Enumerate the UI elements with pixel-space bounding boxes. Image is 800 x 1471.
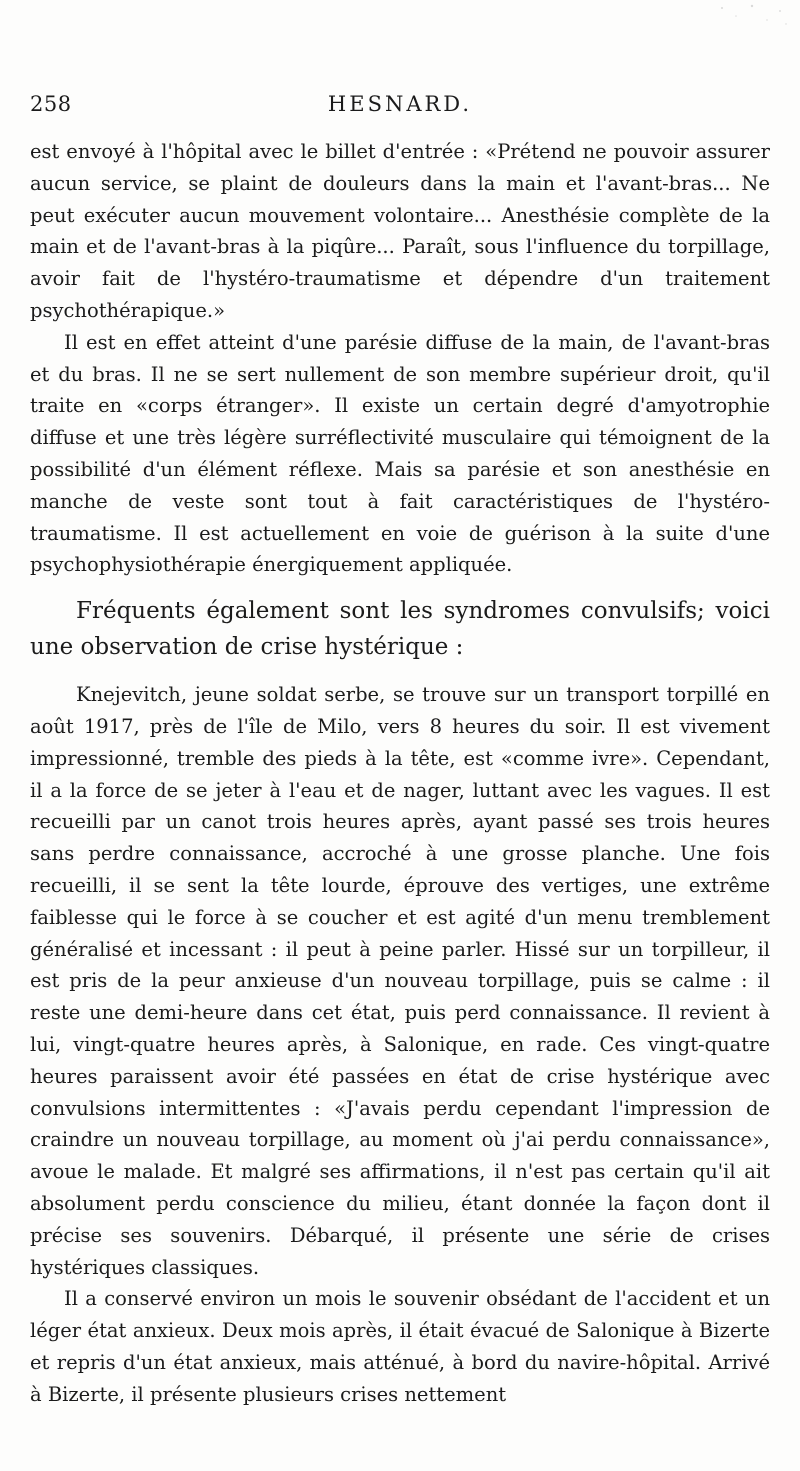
paragraph-continued: est envoyé à l'hôpital avec le billet d'entrée : «Prétend ne pouvoir assurer aucun service, se plaint de douleurs dans la main et l'avant-bras... Ne peut exécuter aucun mouvement volontaire... Anesthésie complète de la main et de l'avant-bras à la piqûre... Paraît, sous l'influence du torpillage, avoir fait de l'hystéro-traumatisme et dépendre d'un traitement psychothérapique.» bbox=[30, 140, 770, 322]
page-number: 258 bbox=[30, 92, 72, 116]
page-header bbox=[30, 92, 770, 122]
paragraph: Il est en effet atteint d'une parésie diffuse de la main, de l'avant-bras et du bras. Il ne se sert nullement de son membre supérieur droit, qu'il traite en «corps étranger». Il existe un certain degré d'amyotrophie diffuse et une très légère surréflectivité musculaire qui témoignent de la possibilité d'un élément réflexe. Mais sa parésie et son anesthésie en manche de veste sont tout à fait caractéristiques de l'hystéro-traumatisme. Il est actuellement en voie de guérison à la suite d'une psychophysiothérapie énergiquement appliquée. bbox=[30, 330, 770, 577]
section-intro-paragraph: Fréquents également sont les syndromes convulsifs; voici une observation de crise hystérique : bbox=[30, 598, 770, 661]
page-speckles bbox=[712, 2, 792, 30]
body-text bbox=[30, 136, 770, 1410]
observation-paragraph: Knejevitch, jeune soldat serbe, se trouve sur un transport torpillé en août 1917, près de l'île de Milo, vers 8 heures du soir. Il est vivement impressionné, tremble des pieds à la tête, est «comme ivre». Cependant, il a la force de se jeter à l'eau et de nager, luttant avec les vagues. Il est recueilli par un canot trois heures après, ayant passé ses trois heures sans perdre connaissance, accroché à une grosse planche. Une fois recueilli, il se sent la tête lourde, éprouve des vertiges, une extrême faiblesse qui le force à se coucher et est agité d'un menu tremblement généralisé et incessant : il peut à peine parler. Hissé sur un torpilleur, il est pris de la peur anxieuse d'un nouveau torpillage, puis se calme : il reste une demi-heure dans cet état, puis perd connaissance. Il revient à lui, vingt-quatre heures après, à Salonique, en rade. Ces vingt-quatre heures paraissent avoir été passées en état de crise hystérique avec convulsions intermittentes : «J'avais perdu cependant l'impression de craindre un nouveau torpillage, au moment où j'ai perdu connaissance», avoue le malade. Et malgré ses affirmations, il n'est pas certain qu'il ait absolument perdu conscience du milieu, étant donnée la façon dont il précise ses souvenirs. Débarqué, il présente une série de crises hystériques classiques. bbox=[30, 683, 770, 1279]
paragraph: Il a conservé environ un mois le souvenir obsédant de l'accident et un léger état anxieux. Deux mois après, il était évacué de Salonique à Bizerte et repris d'un état anxieux, mais atténué, à bord du navire-hôpital. Arrivé à Bizerte, il présente plusieurs crises nettement bbox=[30, 1287, 770, 1406]
running-head: HESNARD. bbox=[327, 92, 473, 116]
